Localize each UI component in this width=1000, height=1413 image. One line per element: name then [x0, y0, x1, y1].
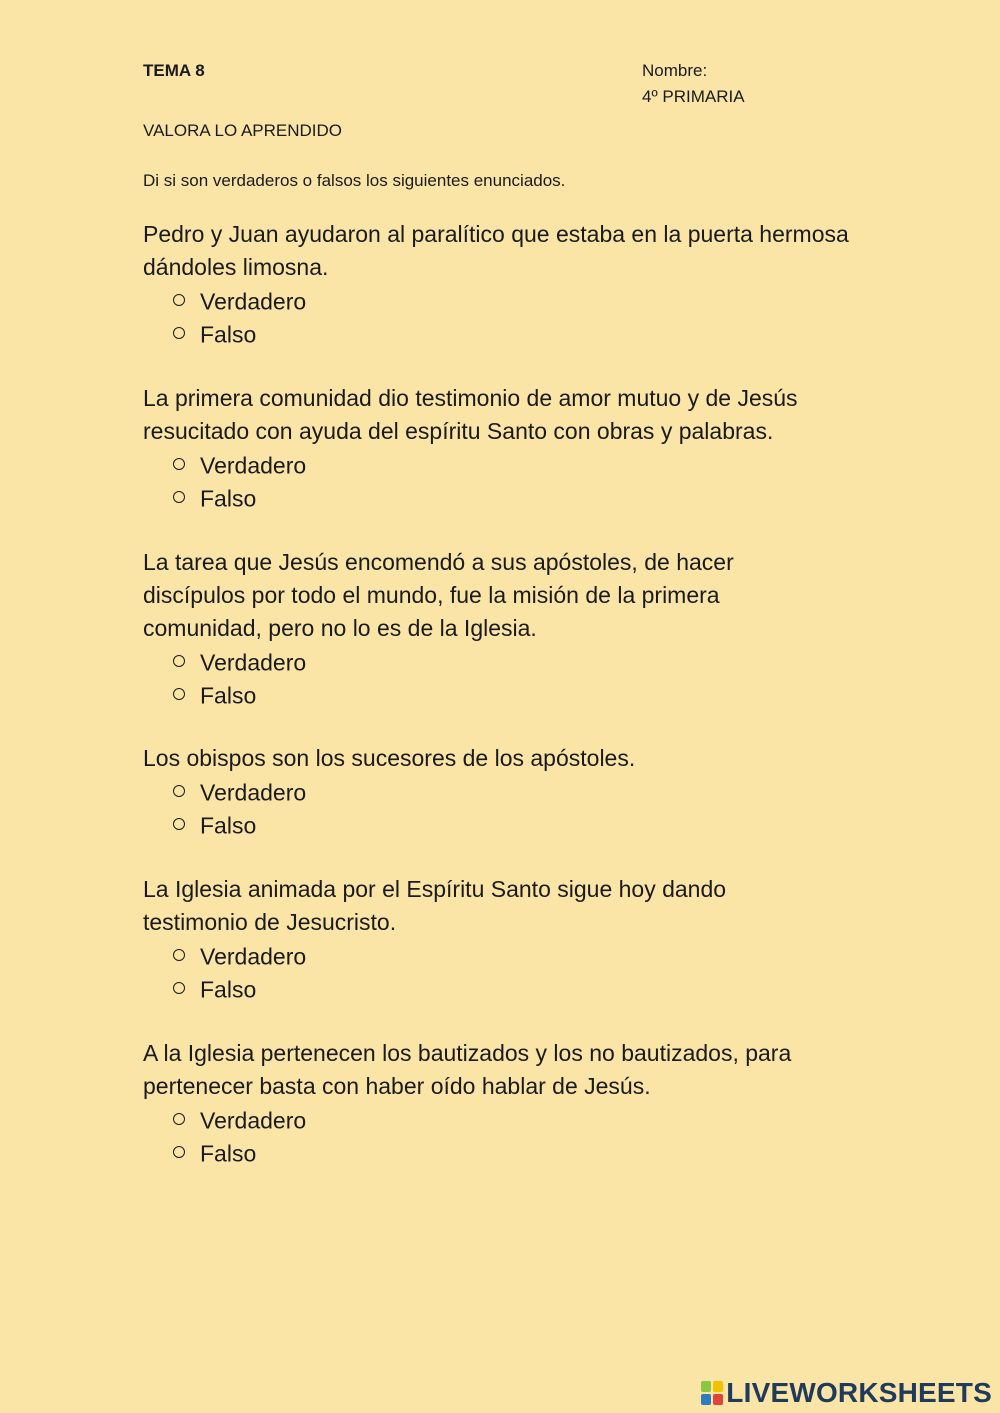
radio-circle-icon[interactable] [173, 294, 185, 306]
question-text: Pedro y Juan ayudaron al paralítico que estaba en la puerta hermosa dándoles limosna. [143, 221, 849, 280]
option-falso[interactable] [173, 481, 903, 514]
radio-circle-icon[interactable] [173, 1146, 185, 1158]
option-verdadero[interactable] [173, 1103, 863, 1136]
radio-circle-icon[interactable] [173, 949, 185, 961]
name-label: Nombre: [642, 61, 708, 80]
question-text: La Iglesia animada por el Espíritu Santo sigue hoy dando testimonio de Jesucristo. [143, 876, 727, 935]
option-label: Falso [200, 976, 257, 1003]
question-1 [143, 218, 903, 350]
liveworksheets-logo [701, 1377, 992, 1409]
logo-square-green [701, 1381, 711, 1392]
question-text: A la Iglesia pertenecen los bautizados y los no bautizados, para pertenecer basta con haber oído hablar de Jesús. [143, 1040, 792, 1099]
option-falso[interactable] [173, 972, 773, 1005]
radio-circle-icon[interactable] [173, 785, 185, 797]
option-label: Falso [200, 812, 257, 839]
option-label: Falso [200, 485, 257, 512]
question-5 [143, 873, 773, 1005]
question-text: La primera comunidad dio testimonio de amor mutuo y de Jesús resucitado con ayuda del espíritu Santo con obras y palabras. [143, 385, 798, 444]
option-verdadero[interactable] [173, 775, 903, 808]
radio-circle-icon[interactable] [173, 327, 185, 339]
option-verdadero[interactable] [173, 284, 903, 317]
option-label: Falso [200, 682, 257, 709]
option-label: Verdadero [200, 779, 307, 806]
radio-circle-icon[interactable] [173, 982, 185, 994]
option-label: Verdadero [200, 1107, 307, 1134]
logo-square-red [713, 1394, 723, 1405]
radio-circle-icon[interactable] [173, 688, 185, 700]
option-label: Verdadero [200, 452, 307, 479]
option-verdadero[interactable] [173, 448, 903, 481]
question-text: La tarea que Jesús encomendó a sus apóstoles, de hacer discípulos por todo el mundo, fue la misión de la primera comunidad, pero no lo es de la Iglesia. [143, 549, 734, 641]
option-falso[interactable] [173, 1136, 863, 1169]
option-verdadero[interactable] [173, 939, 773, 972]
radio-circle-icon[interactable] [173, 458, 185, 470]
grade-label: 4º PRIMARIA [642, 87, 745, 106]
question-text: Los obispos son los sucesores de los apóstoles. [143, 745, 636, 771]
question-2 [143, 382, 903, 514]
question-4 [143, 742, 903, 841]
option-verdadero[interactable] [173, 645, 783, 678]
logo-square-yellow [713, 1381, 723, 1392]
question-6 [143, 1037, 863, 1169]
section-title: VALORA LO APRENDIDO [143, 121, 343, 140]
option-label: Verdadero [200, 288, 307, 315]
radio-circle-icon[interactable] [173, 655, 185, 667]
option-falso[interactable] [173, 678, 783, 711]
brand-name: LIVEWORKSHEETS [726, 1377, 992, 1408]
radio-circle-icon[interactable] [173, 491, 185, 503]
option-label: Verdadero [200, 943, 307, 970]
option-falso[interactable] [173, 808, 903, 841]
topic-label: TEMA 8 [143, 61, 205, 80]
question-3 [143, 546, 783, 711]
instructions: Di si son verdaderos o falsos los siguientes enunciados. [143, 171, 566, 190]
radio-circle-icon[interactable] [173, 1113, 185, 1125]
option-label: Falso [200, 1140, 257, 1167]
liveworksheets-mark-icon [701, 1381, 723, 1405]
radio-circle-icon[interactable] [173, 818, 185, 830]
option-label: Verdadero [200, 649, 307, 676]
option-falso[interactable] [173, 317, 903, 350]
option-label: Falso [200, 321, 257, 348]
logo-square-blue [701, 1394, 711, 1405]
